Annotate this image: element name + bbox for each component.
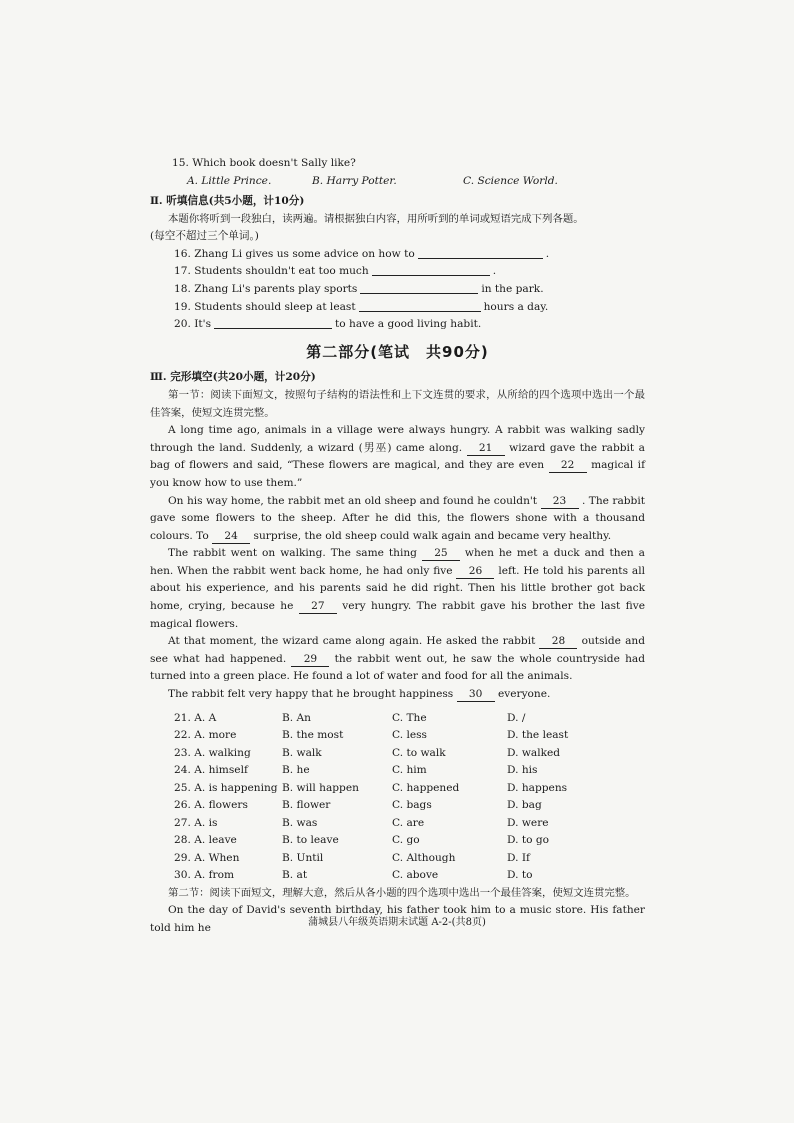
section-2-instruction: 本题你将听到一段独白，读两遍。请根据独白内容，用所听到的单词或短语完成下列各题。 [168,212,584,225]
cloze-options [150,710,645,885]
answer-option[interactable]: C. happened [392,781,460,794]
passage-paragraph [150,545,645,633]
passage-text: At that moment, the wizard came along again. He asked the rabbit [168,635,536,648]
passage-paragraph [150,686,645,704]
option-row [150,850,645,868]
passage-text: outside and see what had happened. [150,635,645,665]
answer-blank-19[interactable] [359,299,481,312]
fill-item-19-text: 19. Students should sleep at least [174,300,356,313]
answer-option[interactable]: 26. A. flowers [174,799,248,812]
answer-option[interactable]: C. are [392,816,425,829]
q15-option-b: B. Harry Potter. [312,175,397,187]
option-row [150,815,645,833]
answer-blank-18[interactable] [360,281,478,294]
answer-blank-20[interactable] [214,316,332,329]
option-row [150,780,645,798]
fill-item-18-text: 18. Zhang Li's parents play sports [174,282,358,295]
answer-option[interactable]: C. The [392,711,427,724]
answer-option[interactable]: B. was [282,816,318,829]
answer-option[interactable]: D. his [507,764,538,777]
q15-option-a: A. Little Prince. [187,175,272,187]
answer-option[interactable]: D. the least [507,729,569,742]
answer-option[interactable]: D. were [507,816,549,829]
section-2-instruction-note: (每空不超过三个单词。) [150,230,259,243]
answer-option[interactable]: 27. A. is [174,816,218,829]
answer-option[interactable]: B. will happen [282,781,359,794]
fill-item-19-end: hours a day. [483,300,549,313]
option-row [150,762,645,780]
fill-item-20-end: to have a good living habit. [335,318,482,331]
answer-option[interactable]: D. / [507,711,526,724]
passage-text: The rabbit felt very happy that he brought happiness [168,688,454,701]
passage-paragraph [150,633,645,686]
option-row [150,797,645,815]
option-row [150,727,645,745]
answer-option[interactable]: D. to [507,869,533,882]
question-15 [150,155,645,191]
answer-option[interactable]: D. happens [507,781,568,794]
passage-text: The rabbit went on walking. The same thing [168,547,417,560]
passage-text: when he met a duck and then a hen. When the rabbit went back home, he had only five [150,547,645,577]
passage-text: wizard gave the rabbit a bag of flowers and said, “These flowers are magical, and they are even [150,441,645,472]
answer-option[interactable]: 22. A. more [174,729,237,742]
fill-item-20-text: 20. It's [174,318,212,331]
answer-option[interactable]: D. to go [507,834,550,847]
page-footer: 蒲城县八年级英语期末试题 A-2-(共8页) [308,917,486,928]
passage-text: everyone. [497,688,551,701]
answer-option[interactable]: C. less [392,729,427,742]
passage-text: the rabbit went out, he saw the whole countryside had turned into a green place. He found a lot of water and food for all the animals. [150,652,645,683]
passage-text: very hungry. The rabbit gave his brother the last five magical flowers. [150,600,646,630]
fill-item-16-text: 16. Zhang Li gives us some advice on how to [174,247,415,260]
section-3-heading: Ⅲ. 完形填空(共20小题，计20分) [150,371,316,384]
answer-option[interactable]: 30. A. from [174,869,235,882]
fill-item-17 [150,263,645,281]
question-15-text: 15. Which book doesn't Sally like? [172,157,356,169]
cloze-gap[interactable]: 27 [299,600,337,614]
cloze-passage [150,422,645,704]
passage-text: . The rabbit gave some flowers to the sheep. After he did this, the flowers shone with a thousand colours. To [150,494,645,542]
answer-option[interactable]: C. above [392,869,439,882]
answer-option[interactable]: B. to leave [282,834,339,847]
fill-item-17-text: 17. Students shouldn't eat too much [174,265,369,278]
cloze-gap[interactable]: 25 [422,547,460,561]
fill-item-18 [150,281,645,299]
fill-item-17-end: . [492,265,497,278]
cloze-gap[interactable]: 21 [467,442,505,456]
option-row [150,867,645,885]
cloze-gap[interactable]: 23 [541,495,579,509]
section-2-heading: Ⅱ. 听填信息(共5小题，计10分) [150,195,305,207]
passage-2-start: On the day of David's seventh birthday, his father took him to a music store. His father told him he [150,904,645,934]
passage-text: left. He told his parents all about his experience, and his parents said he did right. Then his little brother got back home, crying, because he [150,564,645,613]
section-3-part1-instruction: 第一节：阅读下面短文，按照句子结构的语法性和上下文连贯的要求，从所给的四个选项中选出一个最佳答案，使短文连贯完整。 [150,388,645,419]
fill-item-19 [150,299,645,317]
cloze-gap[interactable]: 28 [539,635,577,649]
answer-option[interactable]: 29. A. When [174,851,240,864]
fill-item-16-end: . [545,247,550,260]
answer-option[interactable]: C. bags [392,799,432,812]
cloze-gap[interactable]: 30 [457,688,495,702]
option-row [150,745,645,763]
answer-option[interactable]: C. to walk [392,746,446,759]
cloze-gap[interactable]: 26 [456,565,494,579]
answer-option[interactable]: B. walk [282,746,322,759]
option-row [150,710,645,728]
passage-paragraph [150,493,645,546]
answer-option[interactable]: C. Although [392,851,456,864]
answer-option[interactable]: D. walked [507,746,561,759]
q15-option-c: C. Science World. [463,175,558,187]
answer-option[interactable]: 21. A. A [174,711,217,724]
section-3-part2-instruction: 第二节：阅读下面短文，理解大意，然后从各小题的四个选项中选出一个最佳答案，使短文连贯完整。 [168,886,636,899]
fill-item-18-end: in the park. [481,282,544,295]
cloze-gap[interactable]: 24 [212,530,250,544]
answer-option[interactable]: B. Until [282,851,324,864]
answer-option[interactable]: 24. A. himself [174,764,248,777]
answer-option[interactable]: B. he [282,764,310,777]
answer-blank-17[interactable] [372,263,490,276]
answer-option[interactable]: 28. A. leave [174,834,237,847]
answer-option[interactable]: B. the most [282,729,344,742]
exam-page [150,155,645,937]
passage-paragraph [150,422,645,492]
passage-text: On his way home, the rabbit met an old sheep and found he couldn't [168,494,538,507]
passage-text: A long time ago, animals in a village were always hungry. A rabbit was walking sadly through the land. Suddenly, a wizard (男巫) came along. [150,424,645,454]
answer-option[interactable]: 25. A. is happening [174,781,278,794]
answer-option[interactable]: C. go [392,834,420,847]
answer-option[interactable]: B. An [282,711,311,724]
option-row [150,832,645,850]
passage-text: surprise, the old sheep could walk again and became very healthy. [253,529,612,542]
cloze-gap[interactable]: 22 [549,459,587,473]
answer-option[interactable]: B. at [282,869,308,882]
answer-blank-16[interactable] [418,246,543,259]
answer-option[interactable]: C. him [392,764,427,777]
answer-option[interactable]: 23. A. walking [174,746,251,759]
part-2-title: 第二部分(笔试 共90分) [306,342,489,361]
cloze-gap[interactable]: 29 [291,653,329,667]
fill-item-20 [150,316,645,334]
answer-option[interactable]: D. bag [507,799,542,812]
passage-text: magical if you know how to use them.” [150,459,645,489]
answer-option[interactable]: D. If [507,851,530,864]
answer-option[interactable]: B. flower [282,799,331,812]
fill-item-16 [150,246,645,264]
